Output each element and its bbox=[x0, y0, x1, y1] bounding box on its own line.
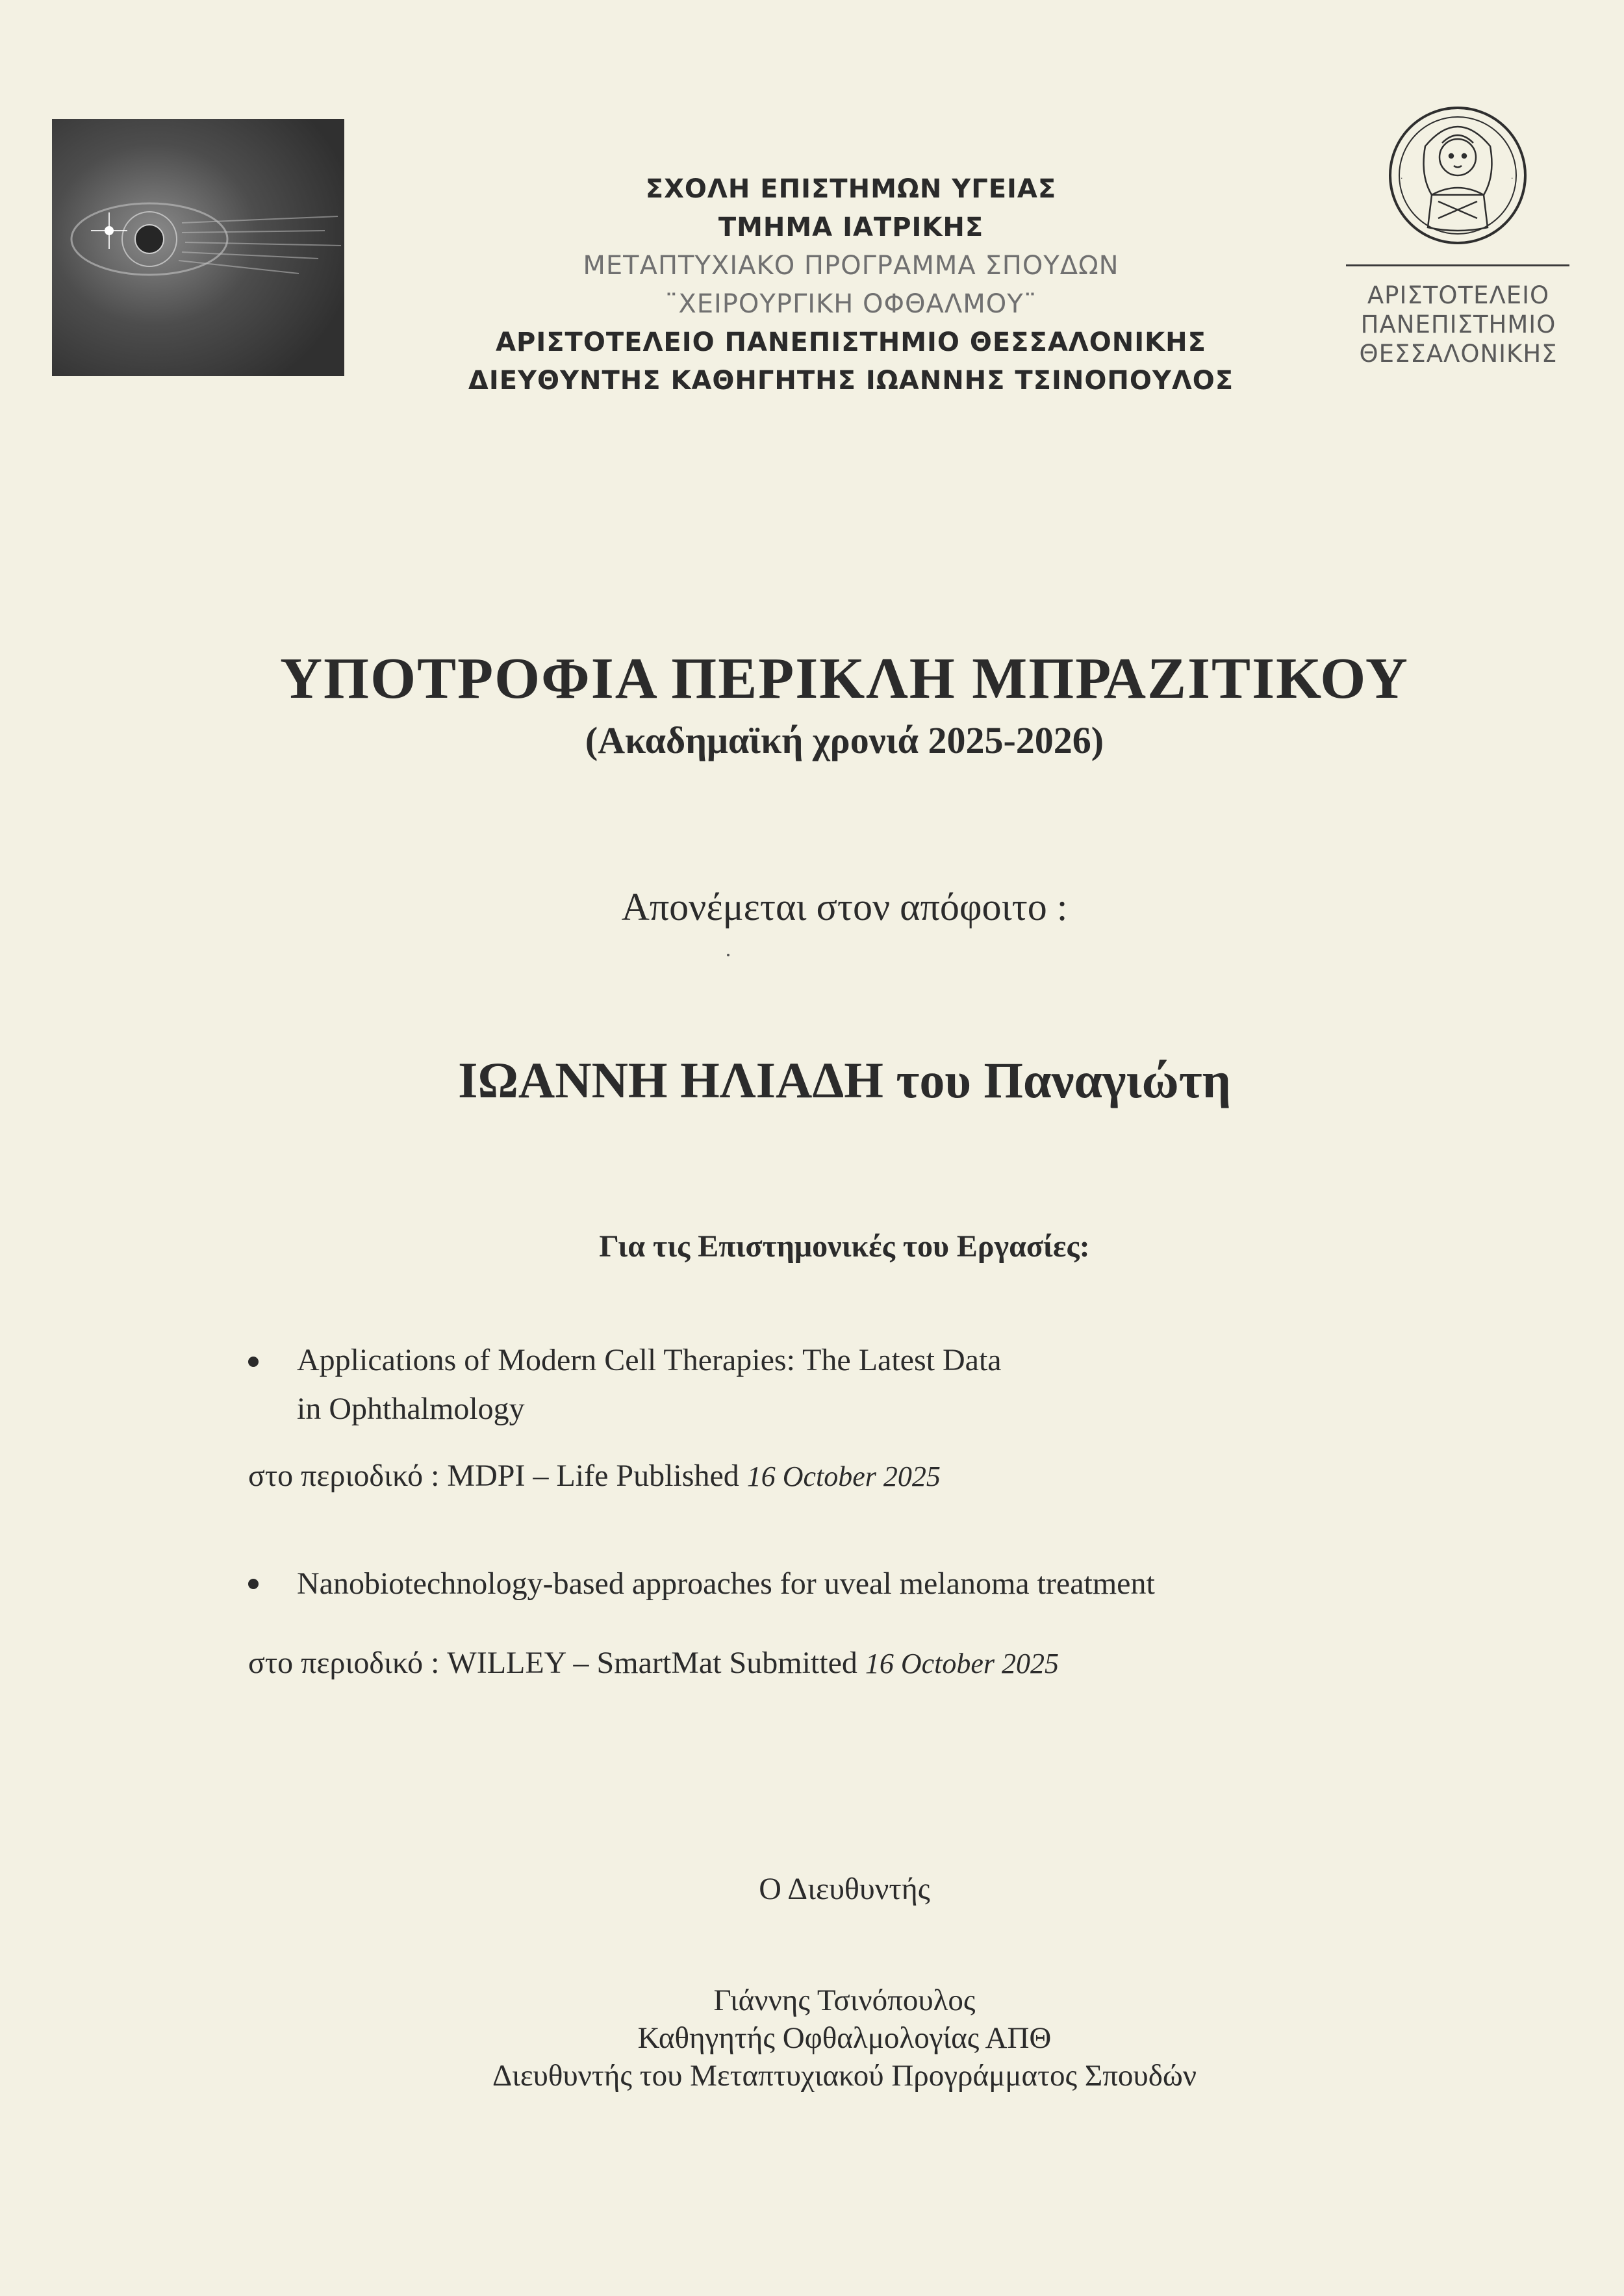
svg-text:·: · bbox=[1511, 174, 1514, 183]
publication-journal: στο περιοδικό : WILLEY – SmartMat Submitted 16 October 2025 bbox=[248, 1646, 1059, 1680]
publication-date: 16 October 2025 bbox=[865, 1648, 1059, 1679]
publication-title: Nanobiotechnology-based approaches for uveal melanoma treatment bbox=[297, 1566, 1155, 1601]
university-seal-icon bbox=[1386, 104, 1529, 247]
program-name: ΜΕΤΑΠΤΥΧΙΑΚΟ ΠΡΟΓΡΑΜΜΑ ΣΠΟΥΔΩΝ bbox=[583, 251, 1119, 281]
publication-title: Applications of Modern Cell Therapies: The Latest Data in Ophthalmology bbox=[297, 1343, 1002, 1426]
recipient-name: ΙΩΑΝΝΗ ΗΛΙΑΔΗ του Παναγιώτη bbox=[458, 1052, 1231, 1108]
publication-journal: στο περιοδικό : MDPI – Life Published 16 October 2025 bbox=[248, 1459, 941, 1493]
signatory-title: Καθηγητής Οφθαλμολογίας ΑΠΘ bbox=[637, 2021, 1052, 2055]
signatory-position: Διευθυντής του Μεταπτυχιακού Προγράμματος Σπουδών bbox=[492, 2059, 1197, 2093]
bullet-icon bbox=[248, 1579, 259, 1589]
university-name: ΑΡΙΣΤΟΤΕΛΕΙΟ ΠΑΝΕΠΙΣΤΗΜΙΟ ΘΕΣΣΑΛΟΝΙΚΗΣ bbox=[496, 327, 1206, 357]
school-name: ΣΧΟΛΗ ΕΠΙΣΤΗΜΩΝ ΥΓΕΙΑΣ bbox=[645, 174, 1057, 204]
awarded-to-label: Απονέμεται στον απόφοιτο : bbox=[621, 886, 1068, 928]
signatory-role: Ο Διευθυντής bbox=[759, 1872, 930, 1906]
signatory-block bbox=[0, 1982, 1624, 2095]
signatory-name: Γιάννης Τσινόπουλος bbox=[713, 1983, 976, 2017]
seal-university-name: ΑΡΙΣΤΟΤΕΛΕΙΟ ΠΑΝΕΠΙΣΤΗΜΙΟ ΘΕΣΣΑΛΟΝΙΚΗΣ bbox=[1359, 281, 1558, 368]
scholarship-title: ΥΠΟΤΡΟΦΙΑ ΠΕΡΙΚΛΗ ΜΠΡΑΖΙΤΙΚΟΥ bbox=[280, 646, 1409, 711]
academic-year: (Ακαδημαϊκή χρονιά 2025-2026) bbox=[585, 719, 1104, 761]
publication-date: 16 October 2025 bbox=[746, 1461, 941, 1492]
program-subject: ¨ΧΕΙΡΟΥΡΓΙΚΗ ΟΦΘΑΛΜΟΥ¨ bbox=[665, 289, 1037, 319]
svg-text:·: · bbox=[1401, 174, 1403, 183]
eye-image bbox=[52, 119, 344, 376]
works-heading: Για τις Επιστημονικές του Εργασίες: bbox=[599, 1229, 1090, 1264]
seal-divider bbox=[1346, 264, 1569, 266]
director-line: ΔΙΕΥΘΥΝΤΗΣ ΚΑΘΗΓΗΤΗΣ ΙΩΑΝΝΗΣ ΤΣΙΝΟΠΟΥΛΟΣ bbox=[468, 366, 1234, 396]
bullet-icon bbox=[248, 1357, 259, 1367]
scan-speck bbox=[727, 954, 730, 956]
department-name: ΤΜΗΜΑ ΙΑΤΡΙΚΗΣ bbox=[718, 212, 984, 242]
school-header bbox=[351, 170, 1351, 400]
